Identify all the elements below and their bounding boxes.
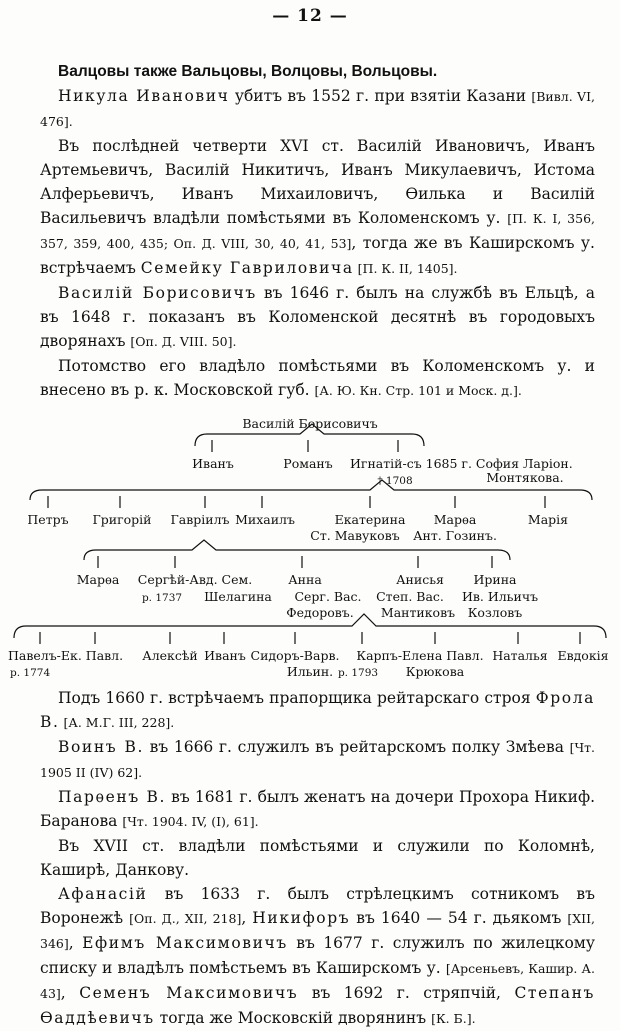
reference: [Чт. 1904. IV, (I), 61].	[122, 814, 259, 829]
tree-gen3-anna: Анна	[288, 572, 322, 587]
paragraph-text: въ 1692 г. стряпчій,	[298, 984, 515, 1002]
paragraph-text: убитъ въ 1552 г. при взятіи Казани	[229, 87, 532, 105]
paragraph-xvi-century	[40, 134, 595, 281]
paragraph-parfen	[40, 785, 595, 834]
tree-gen3-sergey-spouse: Шелагина	[204, 589, 272, 604]
tree-gen4-aleksey: Алексѣй	[142, 648, 198, 663]
tree-gen2-maria: Марія	[527, 512, 569, 527]
person-name: Семейку Гавриловича	[140, 259, 354, 277]
tree-gen3-anna-spouse1: Серг. Вас.	[294, 589, 362, 604]
person-name: Василій Борисовичъ	[58, 284, 257, 302]
tree-gen4-karp-born: р. 1793	[337, 667, 379, 679]
reference: [А. Ю. Кн. Стр. 101 и Моск. д.].	[314, 383, 522, 398]
paragraph-xvii-century	[40, 834, 595, 882]
family-heading: Валцовы также Вальцовы, Волцовы, Вольцовы.	[58, 63, 438, 80]
reference: [А. М.Г. III, 228].	[59, 715, 175, 730]
tree-gen2-ekaterina: Екатерина	[334, 512, 406, 527]
reference: [П. К. II, 1405].	[353, 261, 458, 276]
paragraph-afanasy	[40, 882, 595, 1031]
person-name: Парѳенъ В.	[58, 788, 167, 806]
tree-lines	[14, 424, 606, 644]
tree-gen3-anisya: Анисья	[396, 572, 444, 587]
paragraph-voin	[40, 735, 595, 785]
tree-gen3-sergey: Сергѣй-Авд. Сем.	[137, 572, 253, 587]
tree-gen3-anna-spouse2: Федоровъ.	[286, 605, 354, 620]
tree-gen3-marfa: Марѳа	[76, 572, 120, 587]
tree-gen1-spouse: Монтякова.	[486, 470, 564, 485]
reference: [Вивл. VI, 476].	[40, 89, 595, 129]
reference: [П. К. I, 356, 357, 359, 400, 435; Оп. Д. VIII, 30, 40, 41, 53]	[40, 211, 595, 251]
tree-gen4-evdokiya: Евдокія	[557, 648, 609, 663]
page-number: — 12 —	[272, 6, 348, 26]
tree-gen4-ivan: Иванъ	[204, 648, 246, 663]
tree-gen3-sergey-born: р. 1737	[141, 592, 183, 604]
paragraph-descendants	[40, 354, 595, 403]
paragraph-text: ,	[68, 934, 83, 952]
tree-gen1-note: † 1708	[377, 475, 413, 487]
person-name: Никула Иванович	[58, 87, 230, 105]
tree-root: Василій Борисовичъ	[242, 416, 378, 431]
person-name: Ефимъ Максимовичъ	[82, 934, 288, 952]
tree-gen4-karp-spouse: Крюкова	[405, 664, 465, 679]
tree-gen4-pavel-born: р. 1774	[10, 667, 51, 679]
tree-gen2-grigory: Григорій	[92, 512, 152, 527]
tree-gen3-anisya-spouse1: Степ. Вас.	[376, 589, 444, 604]
paragraph-text: въ 1666 г. служилъ въ рейтарскомъ полку Змѣева	[144, 738, 570, 756]
paragraph-text: въ 1677 г. служилъ по жилецкому списку и владѣлъ помѣстьемъ въ Каширскомъ у.	[40, 934, 595, 977]
tree-gen1-roman: Романъ	[283, 456, 333, 471]
reference: [Арсеньевъ, Кашир. А. 43]	[40, 961, 595, 1001]
paragraph-text: тогда же Московскій дворянинъ	[154, 1009, 432, 1027]
paragraph-text: Въ послѣдней четверти XVI ст. Василій Ивановичъ, Иванъ Артемьевичъ, Василій Никитичъ, Иванъ Микулаевичъ, Истома Алферьевичъ, Иванъ Михаиловичъ, Ѳилька и Василій Васильевичъ владѣли помѣстьями въ Коломенскомъ у.	[40, 137, 595, 227]
tree-gen4-pavel: Павелъ-Ек. Павл.	[8, 648, 124, 663]
tree-gen3-irina: Ирина	[473, 572, 517, 587]
text-block-top	[40, 60, 595, 403]
bracket-gen2	[30, 480, 592, 500]
text-block-bottom	[40, 686, 595, 1031]
tree-gen2-marfa-spouse: Ант. Гозинъ.	[413, 528, 497, 543]
paragraph-text: Подъ 1660 г. встрѣчаемъ прапорщика рейтарскаго строя	[58, 689, 536, 707]
reference: [К. Б.].	[431, 1011, 476, 1026]
bracket-gen3	[84, 540, 510, 560]
person-name: Степанъ Ѳаддѣевичъ	[40, 984, 596, 1027]
reference: [Оп. Д., XII, 218]	[129, 911, 242, 926]
paragraph-text: въ 1681 г. былъ женатъ на дочери Прохора Никиф. Баранова	[40, 788, 596, 830]
paragraph-text: Потомство его владѣло помѣстьями въ Коломенскомъ у. и внесено въ р. к. Московской губ.	[40, 357, 595, 399]
paragraph-text: , тогда же въ Каширскомъ у. встрѣчаемъ	[40, 234, 595, 277]
tree-gen2-ekaterina-spouse: Ст. Мавуковъ	[310, 528, 400, 543]
tree-gen2-mikhail: Михаилъ	[235, 512, 295, 527]
tree-gen2-marfa: Марѳа	[433, 512, 477, 527]
paragraph-vasily	[40, 281, 595, 354]
paragraph-text: въ 1633 г. былъ стрѣлецкимъ сотникомъ въ Воронежѣ	[40, 885, 595, 927]
tree-gen2-gavriil: Гавріилъ	[170, 512, 230, 527]
bracket-root	[195, 424, 424, 446]
paragraph-text: ,	[60, 984, 80, 1002]
reference: [Чт. 1905 II (IV) 62].	[40, 740, 595, 780]
tree-gen4-natalya: Наталья	[492, 648, 548, 663]
bracket-gen4	[14, 614, 606, 638]
person-name: Никифоръ	[252, 909, 351, 927]
tree-gen1-ivan: Иванъ	[192, 456, 234, 471]
tree-gen3-irina-spouse2: Козловъ	[467, 605, 523, 620]
tree-gen3-irina-spouse1: Ив. Ильичъ	[461, 589, 539, 604]
tree-gen4-sidor: Сидоръ-Варв.	[250, 648, 340, 663]
tree-gen1-ignaty: Игнатій-съ 1685 г. София Ларіон.	[350, 456, 573, 471]
person-name: Воинъ В.	[58, 738, 144, 756]
paragraph-text: въ 1646 г. былъ на службѣ въ Ельцѣ, а въ 1648 г. показанъ въ Коломенской десятнѣ въ городовыхъ дворянахъ	[40, 284, 595, 350]
paragraph-nikula	[40, 84, 595, 134]
person-name: Афанасій	[58, 885, 148, 903]
tree-gen3-anisya-spouse2: Мантиковъ	[380, 605, 456, 620]
reference: [Оп. Д. VIII. 50].	[130, 334, 237, 349]
paragraph-text: Въ XVII ст. владѣли помѣстьями и служили по Коломнѣ, Каширѣ, Данкову.	[40, 837, 595, 879]
person-name: Фрола В.	[40, 689, 595, 731]
person-name: Семенъ Максимовичъ	[79, 984, 299, 1002]
paragraph-text: въ 1640 — 54 г. дьякомъ	[350, 909, 568, 927]
reference: [XII, 346]	[40, 911, 595, 951]
tree-gen2-petr: Петръ	[27, 512, 69, 527]
paragraph-frol	[40, 686, 595, 735]
tree-gen4-karp: Карпъ-Елена Павл.	[356, 648, 484, 663]
tree-gen4-sidor-spouse: Ильин.	[286, 664, 334, 679]
paragraph-text: ,	[241, 909, 253, 927]
